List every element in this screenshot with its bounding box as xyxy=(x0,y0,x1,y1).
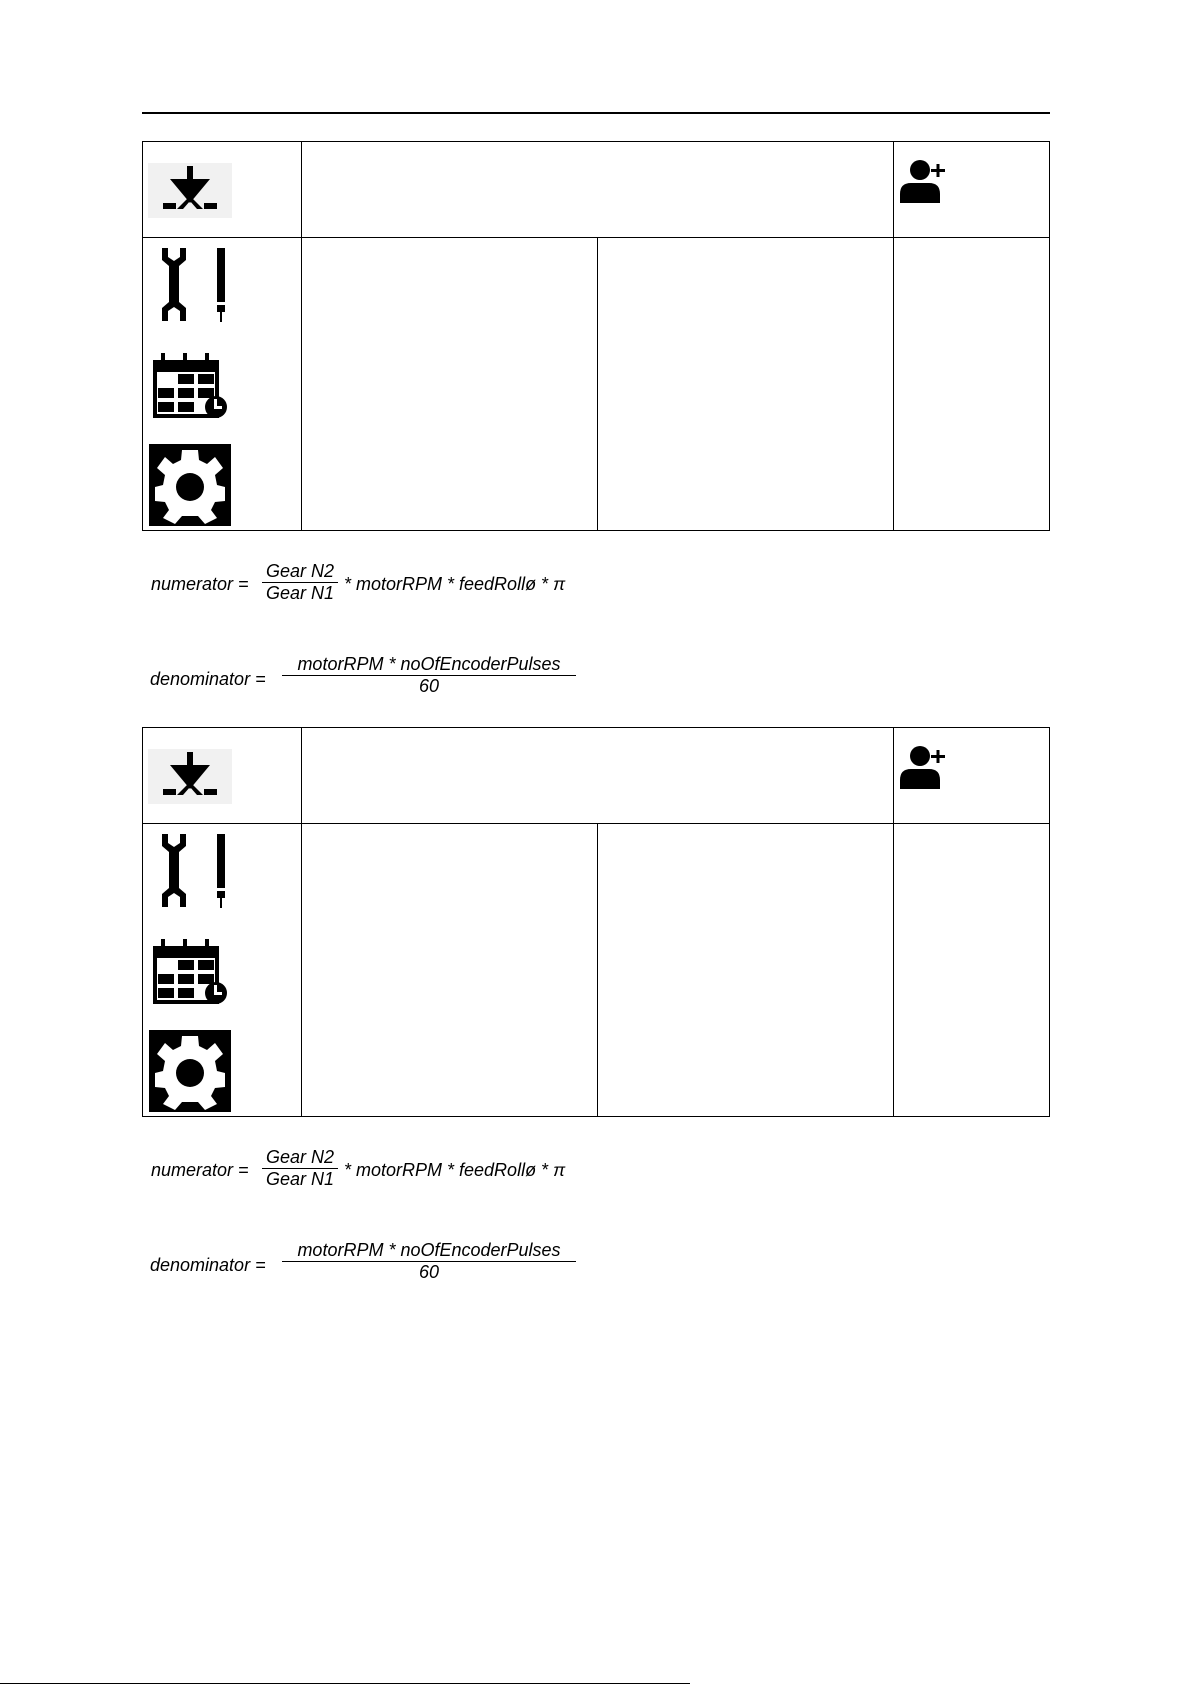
gear-ratio-fraction xyxy=(262,1147,338,1190)
table-divider xyxy=(143,237,1049,238)
numerator-formula xyxy=(151,561,611,607)
table-divider xyxy=(597,237,598,530)
formula-label: numerator = xyxy=(151,1160,249,1180)
fraction-numerator: Gear N2 xyxy=(265,1147,335,1167)
icon-table-1 xyxy=(142,141,1050,531)
formula-terms: * motorRPM * feedRollø * π xyxy=(344,574,566,594)
fraction-numerator: motorRPM * noOfEncoderPulses xyxy=(297,654,561,674)
tools-icon xyxy=(150,246,230,323)
gear-icon xyxy=(149,1030,231,1112)
user-add-icon xyxy=(897,742,947,790)
denominator-formula xyxy=(150,1240,610,1286)
fraction-numerator: Gear N2 xyxy=(265,561,335,581)
download-icon xyxy=(148,163,232,218)
tools-icon xyxy=(150,832,230,909)
formula-label: denominator = xyxy=(150,1255,266,1275)
calendar-clock-icon xyxy=(149,938,227,1005)
table-divider xyxy=(143,823,1049,824)
calendar-clock-icon xyxy=(149,352,227,419)
table-divider xyxy=(893,728,894,1116)
table-divider xyxy=(893,142,894,530)
numerator-formula xyxy=(151,1147,611,1193)
fraction-denominator: Gear N1 xyxy=(265,583,335,603)
formula-label: denominator = xyxy=(150,669,266,689)
fraction-denominator: 60 xyxy=(418,676,440,696)
user-add-icon xyxy=(897,156,947,204)
table-divider xyxy=(301,142,302,530)
denominator-fraction xyxy=(282,654,576,697)
footer-rule xyxy=(0,1683,690,1684)
header-rule xyxy=(142,112,1050,114)
icon-table-2 xyxy=(142,727,1050,1117)
table-divider xyxy=(301,728,302,1116)
download-icon xyxy=(148,749,232,804)
table-divider xyxy=(597,823,598,1116)
fraction-denominator: 60 xyxy=(418,1262,440,1282)
fraction-denominator: Gear N1 xyxy=(265,1169,335,1189)
gear-icon xyxy=(149,444,231,526)
denominator-formula xyxy=(150,654,610,700)
formula-terms: * motorRPM * feedRollø * π xyxy=(344,1160,566,1180)
formula-label: numerator = xyxy=(151,574,249,594)
fraction-numerator: motorRPM * noOfEncoderPulses xyxy=(297,1240,561,1260)
gear-ratio-fraction xyxy=(262,561,338,604)
denominator-fraction xyxy=(282,1240,576,1283)
